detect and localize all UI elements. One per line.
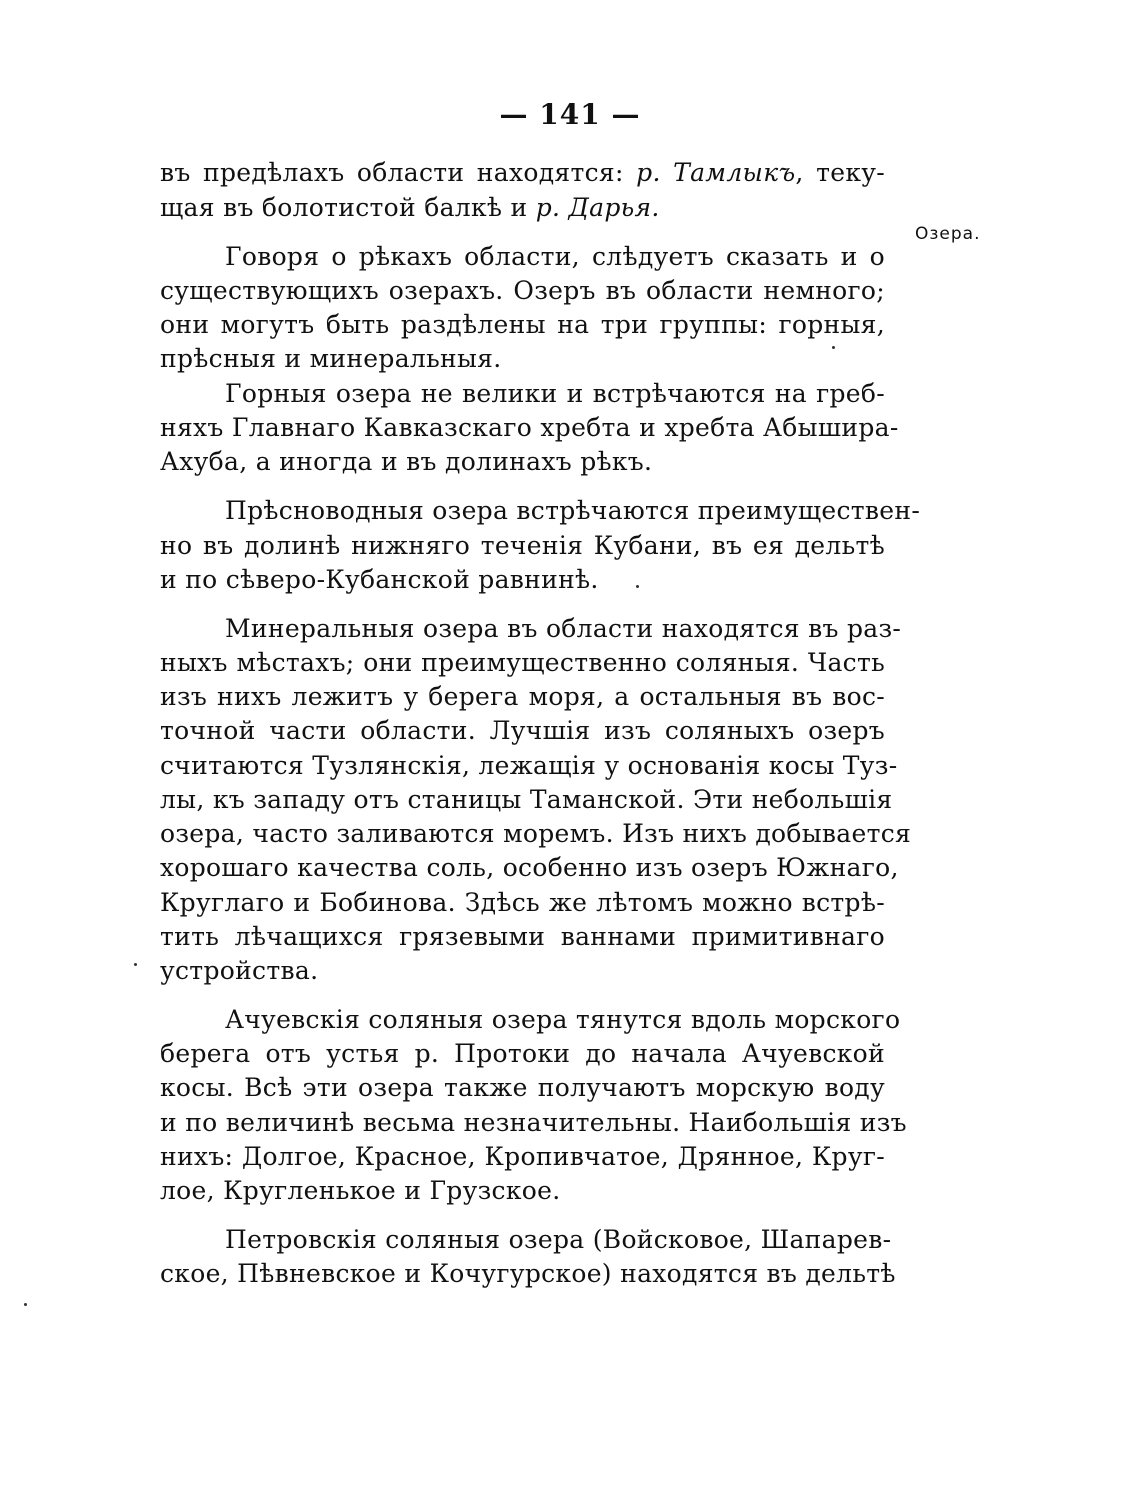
text-line	[160, 409, 899, 447]
text-segment: озера, часто заливаются моремъ. Изъ нихъ добывается	[160, 819, 912, 848]
text-segment: точной части области. Лучшія изъ соляныхъ озеръ	[160, 716, 885, 745]
print-speck	[24, 1303, 27, 1306]
print-speck	[134, 963, 137, 966]
text-line	[160, 561, 885, 599]
text-segment: , теку-	[795, 158, 885, 187]
text-line	[160, 849, 899, 887]
text-segment: изъ нихъ лежитъ у берега моря, а остальныя въ вос-	[160, 682, 885, 711]
text-segment: Говоря о рѣкахъ области, слѣдуетъ сказать и о	[225, 242, 885, 271]
text-line	[225, 238, 885, 276]
text-segment: ское, Пѣвневское и Кочугурское) находятся въ дельтѣ	[160, 1259, 896, 1288]
text-segment: ныхъ мѣстахъ; они преимущественно соляныя. Часть	[160, 648, 885, 677]
text-segment: няхъ Главнаго Кавказскаго хребта и хребта Абышира-	[160, 413, 899, 442]
text-segment: и по величинѣ весьма незначительны. Наибольшія изъ	[160, 1108, 907, 1137]
text-segment: но въ долинѣ нижняго теченія Кубани, въ ея дельтѣ	[160, 531, 885, 560]
text-line	[160, 1172, 885, 1210]
text-segment: хорошаго качества соль, особенно изъ озеръ Южнаго,	[160, 853, 899, 882]
text-line	[160, 189, 885, 227]
text-segment: Ачуевскія соляныя озера тянутся вдоль морского	[225, 1005, 901, 1034]
text-line	[160, 644, 885, 682]
text-line	[160, 678, 885, 716]
text-segment: въ предѣлахъ области находятся:	[160, 158, 637, 187]
text-segment: щая въ болотистой балкѣ и	[160, 193, 536, 222]
text-segment: считаются Тузлянскія, лежащія у основанія косы Туз-	[160, 751, 898, 780]
text-line	[160, 952, 885, 990]
text-segment: лое, Кругленькое и Грузское.	[160, 1176, 561, 1205]
margin-note: Озера.	[915, 224, 981, 244]
text-line	[160, 154, 885, 192]
text-segment: нихъ: Долгое, Красное, Кропивчатое, Дрянное, Круг-	[160, 1142, 885, 1171]
text-line	[160, 306, 885, 344]
text-line	[160, 272, 885, 310]
text-line	[160, 781, 893, 819]
text-line	[160, 1069, 885, 1107]
text-segment: Ахуба, а иногда и въ долинахъ рѣкъ.	[160, 447, 653, 476]
text-line	[225, 375, 885, 413]
text-line	[160, 1035, 885, 1073]
text-line	[160, 1138, 885, 1176]
text-segment: тить лѣчащихся грязевыми ваннами примитивнаго	[160, 922, 885, 951]
text-segment: они могутъ быть раздѣлены на три группы: горныя,	[160, 310, 885, 339]
text-line	[225, 1221, 892, 1259]
text-line	[225, 610, 902, 648]
text-segment: косы. Всѣ эти озера также получаютъ морскую воду	[160, 1073, 885, 1102]
print-speck	[832, 346, 835, 349]
text-line	[160, 1255, 896, 1293]
text-segment: берега отъ устья р. Протоки до начала Ачуевской	[160, 1039, 885, 1068]
text-line	[160, 712, 885, 750]
text-segment: Прѣсноводныя озера встрѣчаются преимуществен-	[225, 496, 921, 525]
text-segment: существующихъ озерахъ. Озеръ въ области немного;	[160, 276, 885, 305]
text-segment: р. Тамлыкъ	[636, 158, 796, 187]
text-line	[160, 340, 885, 378]
text-line	[225, 1001, 901, 1039]
text-line	[160, 527, 885, 565]
text-segment: лы, къ западу отъ станицы Таманской. Эти небольшія	[160, 785, 893, 814]
text-line	[160, 443, 885, 481]
text-line	[160, 747, 898, 785]
text-segment: р. Дарья.	[535, 193, 660, 222]
text-segment: прѣсныя и минеральныя.	[160, 344, 502, 373]
text-line	[160, 815, 912, 853]
text-line	[225, 492, 921, 530]
page-number: — 141 —	[499, 98, 641, 131]
print-speck	[636, 585, 639, 588]
text-segment: Горныя озера не велики и встрѣчаются на греб-	[225, 379, 885, 408]
text-segment: и по сѣверо-Кубанской равнинѣ.	[160, 565, 599, 594]
text-line	[160, 884, 885, 922]
text-segment: Петровскія соляныя озера (Войсковое, Шапарев-	[225, 1225, 892, 1254]
text-line	[160, 1104, 907, 1142]
text-segment: Круглаго и Бобинова. Здѣсь же лѣтомъ можно встрѣ-	[160, 888, 885, 917]
text-segment: Минеральныя озера въ области находятся въ раз-	[225, 614, 902, 643]
text-line	[160, 918, 885, 956]
text-segment: устройства.	[160, 956, 319, 985]
